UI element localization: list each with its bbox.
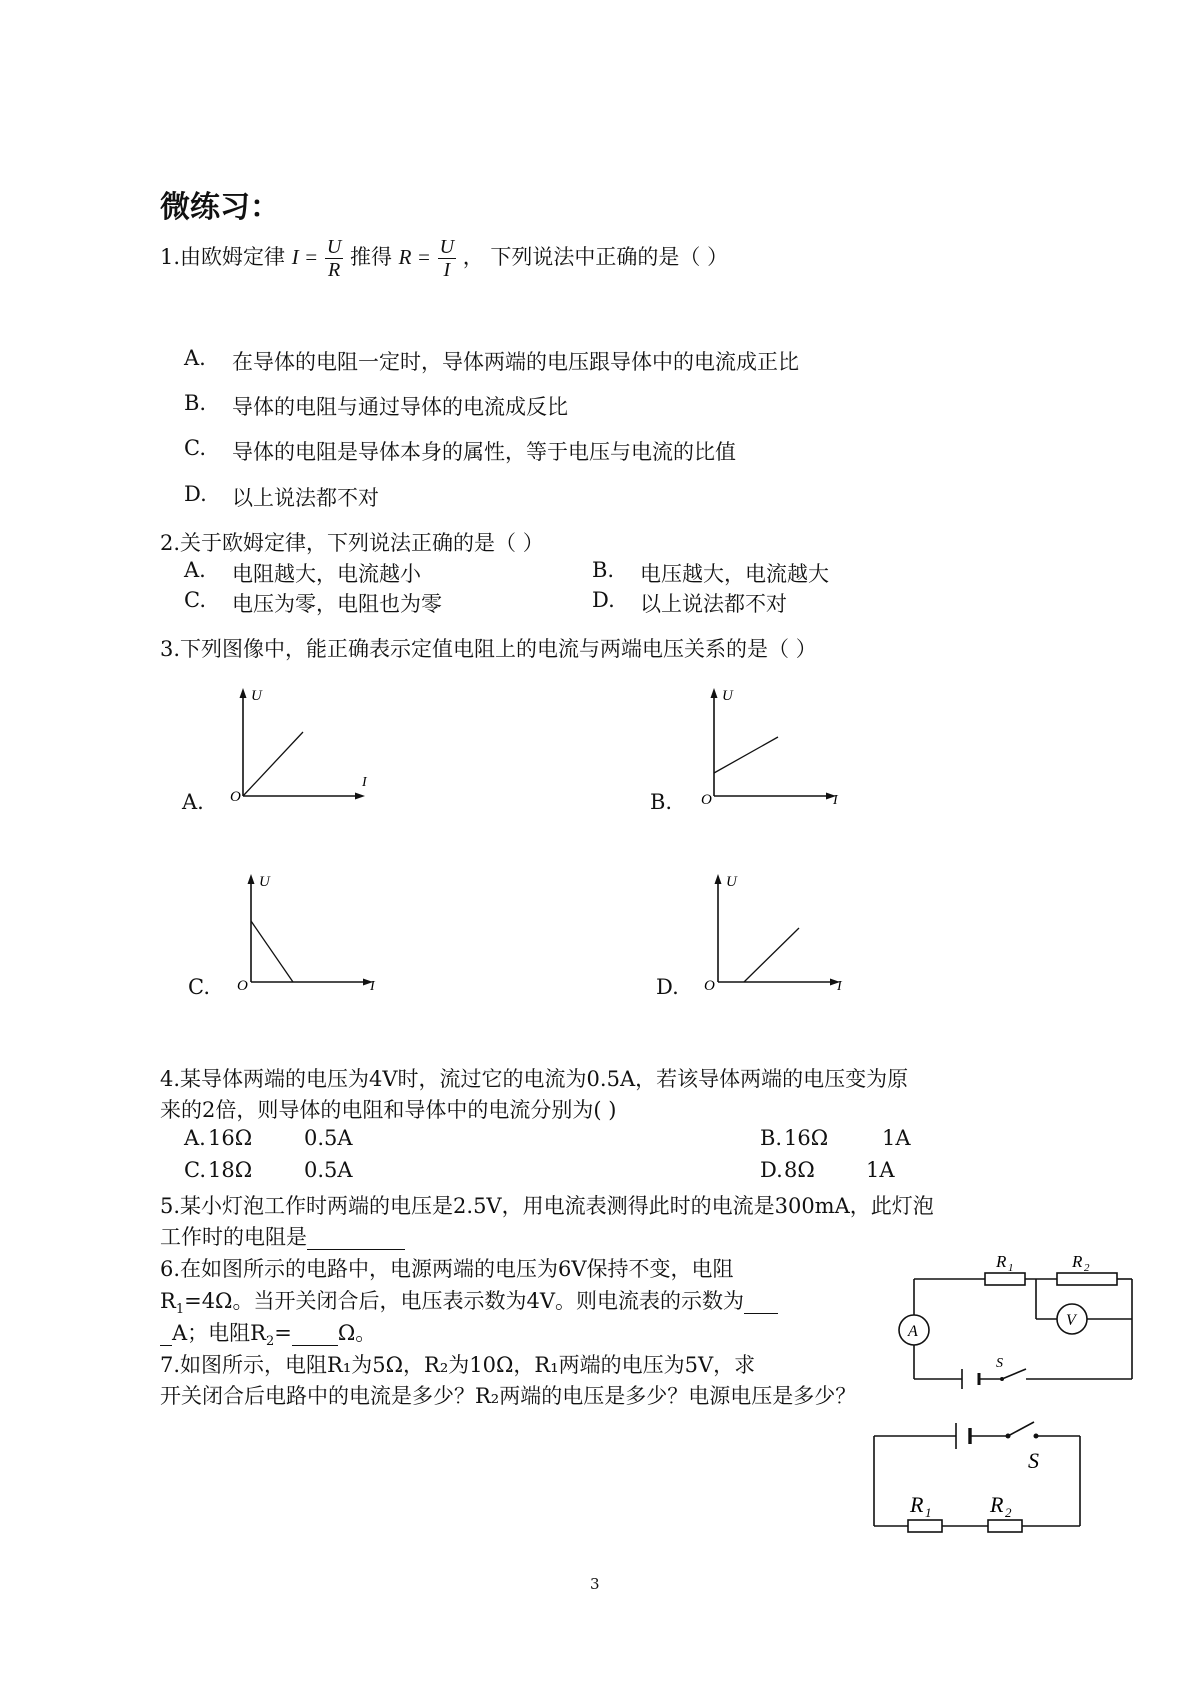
q2-option-a-text: 电阻越大，电流越小 <box>232 562 421 586</box>
graph-b-line <box>714 737 778 773</box>
page-number: 3 <box>590 1575 600 1593</box>
q6-circuit-diagram <box>884 1241 1090 1386</box>
q7-circuit-diagram <box>868 1415 1088 1540</box>
switch-blade <box>1002 1369 1026 1379</box>
q4-option-d-i: 1A <box>866 1158 895 1182</box>
page-title: 微练习： <box>160 190 280 225</box>
graph-b-x-label: I <box>833 793 838 808</box>
q2-option-b-letter: B. <box>592 558 615 582</box>
switch-label: S <box>996 1356 1003 1371</box>
r2-subscript: 2 <box>1084 1262 1090 1274</box>
formula-fraction-1 <box>325 236 343 281</box>
graph-b-origin: O <box>701 792 712 808</box>
resistor-r2 <box>988 1520 1022 1532</box>
graph-c-y-label: U <box>259 874 270 890</box>
question-2-stem: 2.关于欧姆定律，下列说法正确的是（ ） <box>160 531 544 555</box>
r1-label: R <box>910 1492 924 1517</box>
question-5-line-2 <box>160 1221 405 1251</box>
question-7-line-2: 开关闭合后电路中的电流是多少？R₂两端的电压是多少？电源电压是多少？ <box>160 1384 857 1408</box>
q6-r2-subscript: 2 <box>265 1334 275 1350</box>
graph-c-letter: C. <box>188 975 210 999</box>
graph-c-x-label: I <box>370 979 375 994</box>
graph-c-y-arrow <box>248 874 255 884</box>
q1-suffix: ， 下列说法中正确的是（ ） <box>462 245 729 269</box>
graph-d-y-label: U <box>726 874 737 890</box>
fraction-denominator: R <box>327 259 341 281</box>
q4-option-a-i: 0.5A <box>304 1126 353 1150</box>
question-5-line-1: 5.某小灯泡工作时两端的电压是2.5V，用电流表测得此时的电流是300mA，此灯泡 <box>160 1194 934 1218</box>
r2-label: R <box>1072 1252 1083 1271</box>
q4-option-d-r: 8Ω <box>784 1158 815 1182</box>
q4-option-b-r: 16Ω <box>784 1126 829 1150</box>
q4-option-a-r: 16Ω <box>208 1126 253 1150</box>
formula-lhs-2: R = <box>398 245 431 269</box>
q2-option-a-letter: A. <box>184 558 206 582</box>
q1-option-a-letter: A. <box>184 346 206 370</box>
r1-subscript: 1 <box>925 1505 932 1520</box>
q1-option-c-text: 导体的电阻是导体本身的属性，等于电压与电流的比值 <box>232 440 736 464</box>
resistor-r1 <box>985 1273 1025 1285</box>
question-4-line-1: 4.某导体两端的电压为4V时，流过它的电流为0.5A，若该导体两端的电压变为原 <box>160 1067 909 1091</box>
question-6-line-2 <box>160 1285 778 1317</box>
graph-a-line <box>243 732 303 796</box>
q4-option-b-letter: B. <box>760 1126 783 1150</box>
q6-equals: = <box>274 1321 292 1345</box>
q2-option-c-text: 电压为零，电阻也为零 <box>232 592 442 616</box>
graph-a <box>225 686 375 805</box>
question-6-line-1: 6.在如图所示的电路中，电源两端的电压为6V保持不变，电阻 <box>160 1257 734 1281</box>
resistor-r1 <box>908 1520 942 1532</box>
q6-r-symbol: R <box>160 1289 176 1313</box>
q1-option-c-letter: C. <box>184 436 206 460</box>
graph-b-y-arrow <box>711 688 718 698</box>
switch-blade <box>1008 1422 1034 1436</box>
q2-option-c-letter: C. <box>184 588 206 612</box>
question-4-line-2: 来的2倍，则导体的电阻和导体中的电流分别为( ) <box>160 1098 617 1122</box>
q2-option-d-letter: D. <box>592 588 615 612</box>
graph-c-origin: O <box>237 978 248 994</box>
q4-option-b-i: 1A <box>882 1126 911 1150</box>
fraction-numerator: U <box>326 236 342 258</box>
fraction-numerator: U <box>439 236 455 258</box>
voltmeter-label: V <box>1066 1312 1076 1329</box>
graph-b-letter: B. <box>650 790 673 814</box>
graph-a-letter: A. <box>182 790 204 814</box>
q6-r-subscript: 1 <box>175 1302 185 1318</box>
q2-option-d-text: 以上说法都不对 <box>640 592 787 616</box>
q5-text: 工作时的电阻是 <box>160 1225 307 1249</box>
formula-fraction-2 <box>438 236 456 281</box>
r2-subscript: 2 <box>1005 1505 1012 1520</box>
q1-prefix: 1.由欧姆定律 <box>160 245 286 269</box>
q1-option-b-letter: B. <box>184 391 207 415</box>
graph-d-y-arrow <box>715 874 722 884</box>
q4-option-c-i: 0.5A <box>304 1158 353 1182</box>
q4-option-d-letter: D. <box>760 1158 783 1182</box>
switch-label: S <box>1028 1448 1039 1473</box>
graph-b-y-label: U <box>722 688 733 704</box>
q1-mid: 推得 <box>349 245 392 269</box>
q4-option-a-letter: A. <box>184 1126 206 1150</box>
q2-option-b-text: 电压越大，电流越大 <box>640 562 829 586</box>
q6-blank-current-part1 <box>744 1289 778 1314</box>
question-3-stem: 3.下列图像中，能正确表示定值电阻上的电流与两端电压关系的是（ ） <box>160 637 817 661</box>
graph-a-y-arrow <box>240 688 247 698</box>
graph-d-line <box>744 928 799 982</box>
question-1-stem <box>160 236 728 281</box>
resistor-r2 <box>1057 1273 1117 1285</box>
graph-a-x-arrow <box>355 793 365 800</box>
q1-option-d-letter: D. <box>184 482 207 506</box>
q6-line3-text: A；电阻R <box>172 1321 266 1345</box>
graph-d-letter: D. <box>656 975 679 999</box>
q6-blank-current-part2 <box>160 1321 172 1346</box>
graph-a-y-label: U <box>251 688 262 704</box>
q6-unit: Ω。 <box>337 1321 377 1345</box>
q1-option-a-text: 在导体的电阻一定时，导体两端的电压跟导体中的电流成正比 <box>232 350 799 374</box>
graph-d-origin: O <box>704 978 715 994</box>
q5-answer-blank <box>307 1225 405 1250</box>
fraction-denominator: I <box>443 259 451 281</box>
graph-a-x-label: I <box>362 775 367 790</box>
formula-lhs-1: I = <box>291 245 319 269</box>
r2-label: R <box>990 1492 1004 1517</box>
q4-option-c-letter: C. <box>184 1158 206 1182</box>
r1-label: R <box>996 1252 1007 1271</box>
q4-option-c-r: 18Ω <box>208 1158 253 1182</box>
r1-subscript: 1 <box>1008 1262 1014 1274</box>
graph-c-line <box>251 921 293 982</box>
q6-line2-text: =4Ω。当开关闭合后，电压表示数为4V。则电流表的示数为 <box>184 1289 744 1313</box>
question-6-line-3 <box>160 1317 376 1349</box>
q6-blank-resistance <box>292 1321 338 1346</box>
q1-option-b-text: 导体的电阻与通过导体的电流成反比 <box>232 395 568 419</box>
graph-d-x-label: I <box>837 979 842 994</box>
graph-d <box>700 872 850 994</box>
question-7-line-1: 7.如图所示，电阻R₁为5Ω，R₂为10Ω，R₁两端的电压为5V，求 <box>160 1353 756 1377</box>
graph-c <box>233 872 383 994</box>
ammeter-label: A <box>908 1323 918 1340</box>
graph-a-origin: O <box>230 789 241 805</box>
q1-option-d-text: 以上说法都不对 <box>232 486 379 510</box>
graph-b <box>696 686 846 808</box>
